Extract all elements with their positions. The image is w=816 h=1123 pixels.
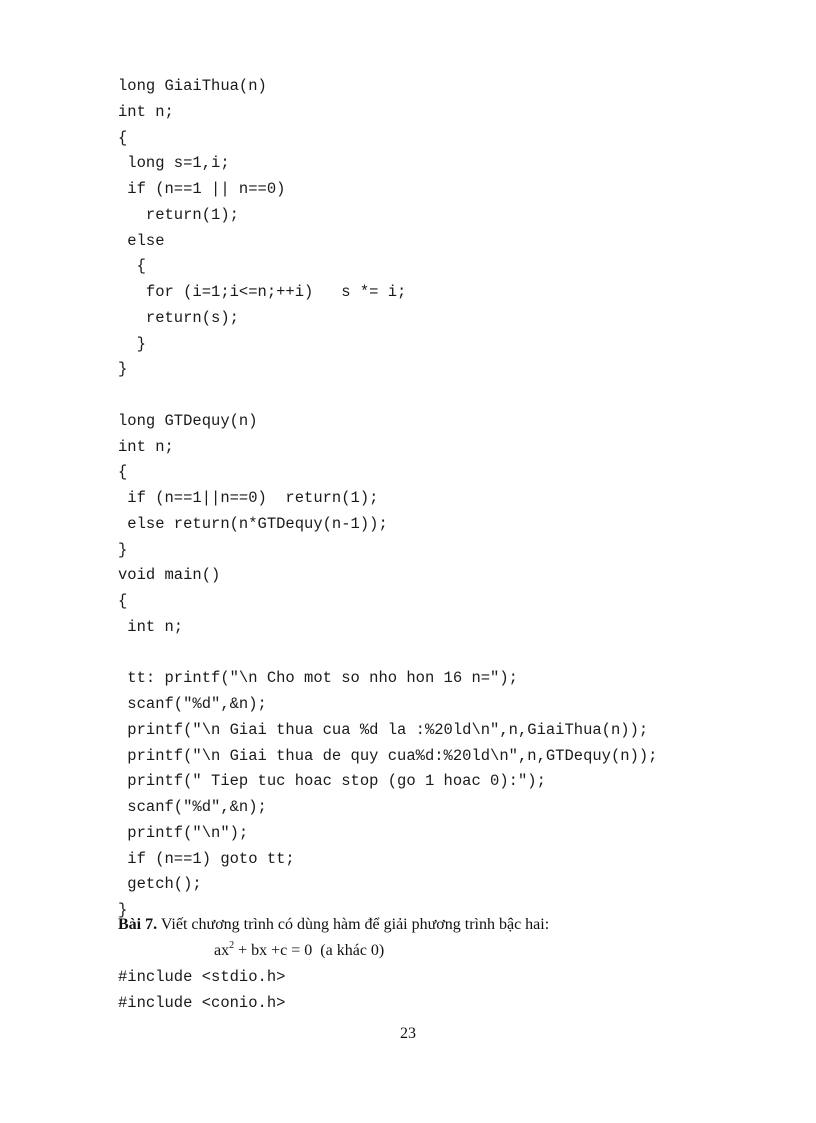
code-line: int n; xyxy=(118,437,174,456)
exercise-text: Viết chương trình có dùng hàm để giải phương trình bậc hai: xyxy=(157,916,550,933)
include-line: #include <stdio.h> xyxy=(118,968,286,986)
code-line: { xyxy=(118,592,128,610)
equation-rest: + bx +c = 0 (a khác 0) xyxy=(234,942,385,959)
include-line: #include <conio.h> xyxy=(118,993,286,1012)
code-line: long GTDequy(n) xyxy=(118,411,258,430)
code-line: { xyxy=(118,257,146,276)
code-line: printf(" Tiep tuc hoac stop (go 1 hoac 0):"); xyxy=(118,772,546,791)
code-line: for (i=1;i<=n;++i) s *= i; xyxy=(118,283,407,301)
code-line: printf("\n"); xyxy=(118,823,249,842)
code-line: else xyxy=(118,231,165,250)
code-line: } xyxy=(118,334,146,353)
page-number: 23 xyxy=(400,1025,416,1042)
equation-base: ax xyxy=(214,942,230,959)
code-line: getch(); xyxy=(118,875,202,894)
code-line: long GiaiThua(n) xyxy=(118,77,267,95)
code-line: } xyxy=(118,901,128,919)
code-line: return(s); xyxy=(118,308,239,327)
code-line: } xyxy=(118,540,128,559)
code-line: } xyxy=(118,360,128,379)
code-line: long s=1,i; xyxy=(118,154,230,173)
code-line: if (n==1||n==0) return(1); xyxy=(118,489,379,507)
exercise-heading xyxy=(118,916,549,934)
code-line: tt: printf("\n Cho mot so nho hon 16 n="); xyxy=(118,669,518,688)
code-line: printf("\n Giai thua cua %d la :%20ld\n",n,GiaiThua(n)); xyxy=(118,720,649,739)
code-line: { xyxy=(118,128,128,147)
code-line: scanf("%d",&n); xyxy=(118,695,267,713)
code-line: { xyxy=(118,463,128,482)
code-line: void main() xyxy=(118,566,221,585)
code-line: scanf("%d",&n); xyxy=(118,798,267,816)
code-line: return(1); xyxy=(118,205,239,224)
code-line: int n; xyxy=(118,617,184,636)
code-line: if (n==1 || n==0) xyxy=(118,180,286,198)
code-line: else return(n*GTDequy(n-1)); xyxy=(118,514,388,533)
code-line: printf("\n Giai thua de quy cua%d:%20ld\n",n,GTDequy(n)); xyxy=(118,746,658,765)
quadratic-equation xyxy=(214,939,385,960)
code-line: if (n==1) goto tt; xyxy=(118,849,295,868)
exercise-label: Bài 7. xyxy=(118,916,158,933)
equation-exponent: 2 xyxy=(229,939,235,951)
code-line: int n; xyxy=(118,102,174,121)
